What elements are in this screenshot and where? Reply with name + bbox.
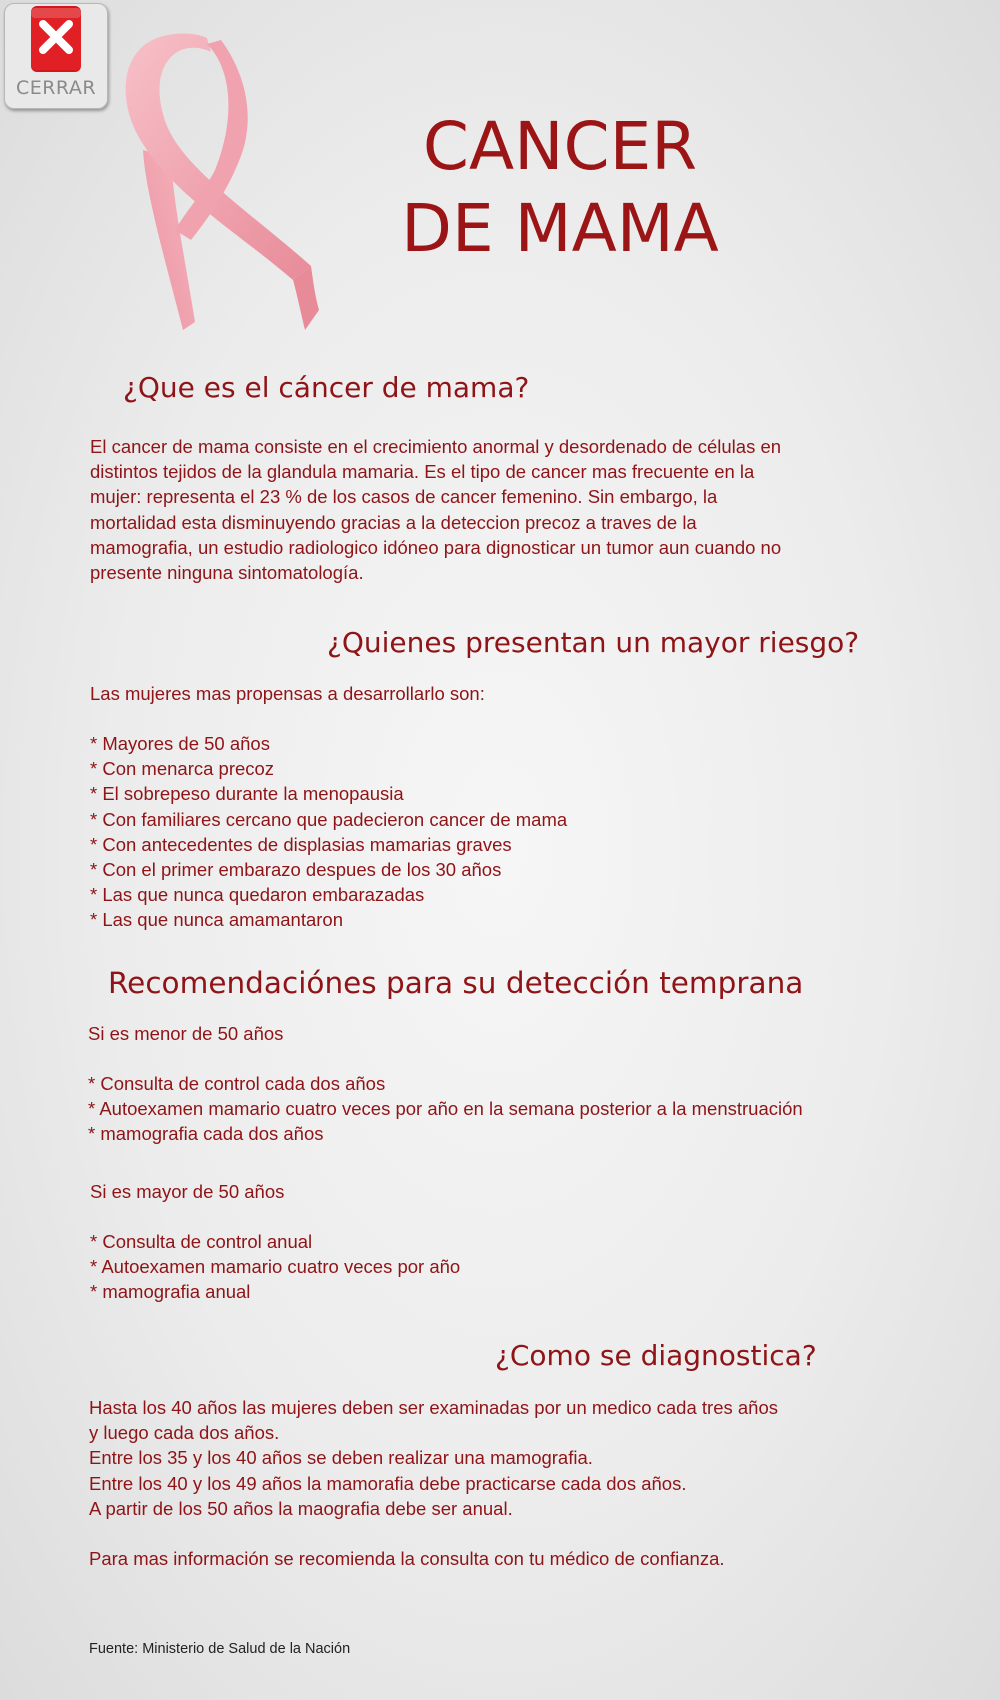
heading-diagnostico: ¿Como se diagnostica?	[495, 1339, 817, 1372]
paragraph-consulta: Para mas información se recomienda la consulta con tu médico de confianza.	[89, 1548, 725, 1569]
heading-riesgo: ¿Quienes presentan un mayor riesgo?	[327, 626, 860, 659]
riesgo-list: * Mayores de 50 años * Con menarca precoz * El sobrepeso durante la menopausia * Con familiares cercano que padecieron cancer de mama * Con antecedentes de displasias mamarias graves * Con el primer embarazo despues de los 30 años * Las que nunca quedaron embarazadas * Las que nunca amamantaron	[90, 733, 568, 931]
title-line-1: CANCER	[422, 108, 698, 185]
paragraph-diagnostico: Hasta los 40 años las mujeres deben ser examinadas por un medico cada tres años y luego cada dos años. Entre los 35 y los 40 años se deben realizar una mamografia. Entre los 40 y los 49 años la mamorafia debe practicarse cada dos años. A partir de los 50 años la maografia debe ser anual.	[89, 1397, 778, 1519]
pink-ribbon-icon	[115, 30, 325, 350]
paragraph-que-es: El cancer de mama consiste en el crecimiento anormal y desordenado de células en distintos tejidos de la glandula mamaria. Es el tipo de cancer mas frecuente en la mujer: representa el 23 % de los casos de cancer femenino. Sin embargo, la mortalidad esta disminuyendo gracias a la deteccion precoz a traves de la mamografia, un estudio radiologico idóneo para dignosticar un tumor aun cuando no presente ninguna sintomatología.	[90, 436, 782, 584]
title-line-2: DE MAMA	[401, 190, 719, 267]
heading-recomendaciones: Recomendaciónes para su detección temprana	[108, 966, 804, 1000]
heading-que-es: ¿Que es el cáncer de mama?	[123, 371, 530, 404]
recomendaciones-menor-intro: Si es menor de 50 años	[88, 1023, 284, 1044]
close-button[interactable]	[4, 3, 108, 109]
recomendaciones-mayor-list: * Consulta de control anual * Autoexamen mamario cuatro veces por año * mamografia anual	[90, 1231, 461, 1303]
page-title	[380, 106, 740, 270]
riesgo-intro: Las mujeres mas propensas a desarrollarlo son:	[90, 683, 485, 704]
close-label: CERRAR	[15, 77, 97, 99]
recomendaciones-menor-list: * Consulta de control cada dos años * Autoexamen mamario cuatro veces por año en la semana posterior a la menstruación * mamografia cada dos años	[88, 1073, 803, 1145]
recomendaciones-mayor-intro: Si es mayor de 50 años	[90, 1181, 285, 1202]
source-note: Fuente: Ministerio de Salud de la Nación	[89, 1641, 351, 1657]
